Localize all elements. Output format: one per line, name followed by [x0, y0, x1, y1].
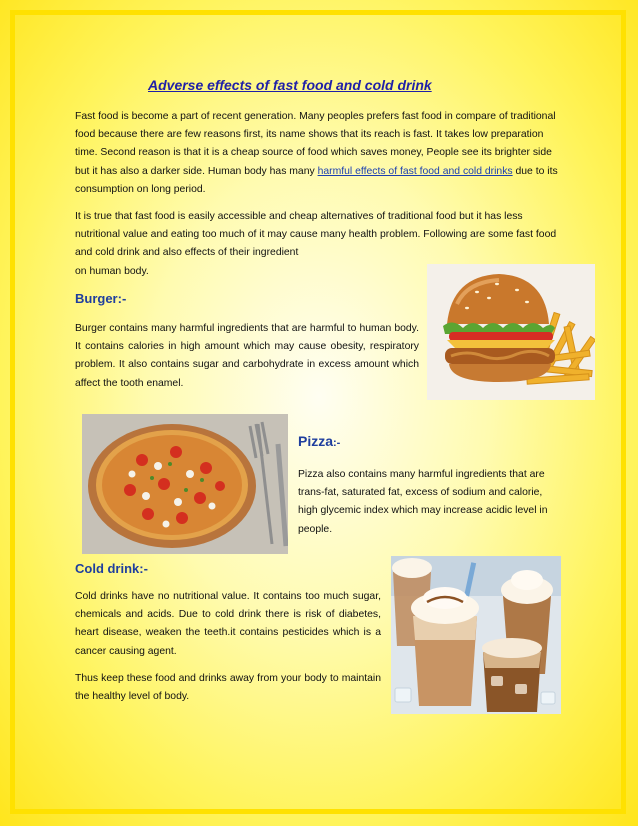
burger-heading: Burger:- — [75, 291, 127, 306]
intro-text-end: due to its consumption on long period. — [75, 165, 558, 195]
burger-paragraph: Burger contains many harmful ingredients that are harmful to human body. It contains calories in high amount which may cause obesity, respiratory problem. It also contains sugar and carbohydrate in excess amount which affect the tooth enamel. — [75, 323, 419, 389]
pizza-heading-text: Pizza — [298, 433, 334, 449]
closing-paragraph: Thus keep these food and drinks away from your body to maintain the healthy level of body. — [75, 673, 381, 703]
pizza-paragraph: Pizza also contains many harmful ingredients that are trans-fat, saturated fat, excess of sodium and calorie, high glycemic index which may increase acidic level in people. — [298, 469, 548, 535]
second-paragraph-text: It is true that fast food is easily accessible and cheap alternatives of traditional food but it has less nutritional value and eating too much of it may cause many health problem. Following are some fast food and cold drink and also effects of their ingredient — [75, 211, 557, 259]
burger-image — [427, 264, 595, 400]
intro-text: Fast food is become a part of recent generation. Many peoples prefers fast food in compare of traditional food because there are few reasons first, its name shows that its reach is fast. It takes low preparation time. Second reason is that it is a cheap source of food which saves money, People see its brighter side but it has also a darker side. Human body has many — [75, 111, 556, 177]
intro-paragraph — [75, 108, 563, 199]
second-paragraph-last-line: on human body. — [75, 265, 149, 277]
harmful-effects-link[interactable]: harmful effects of fast food and cold drinks — [317, 165, 513, 177]
pizza-heading-suffix: :- — [333, 437, 341, 449]
cold-drink-image — [391, 556, 561, 714]
cold-drink-paragraph: Cold drinks have no nutritional value. It contains too much sugar, chemicals and acids. Due to cold drink there is risk of diabetes, heart disease, weaken the teeth.it contains pesticides which is a cancer causing agent. — [75, 591, 381, 657]
pizza-heading — [298, 433, 340, 449]
cold-drink-heading: Cold drink:- — [75, 561, 148, 576]
pizza-image — [82, 414, 288, 554]
page-title: Adverse effects of fast food and cold drink — [148, 77, 432, 93]
